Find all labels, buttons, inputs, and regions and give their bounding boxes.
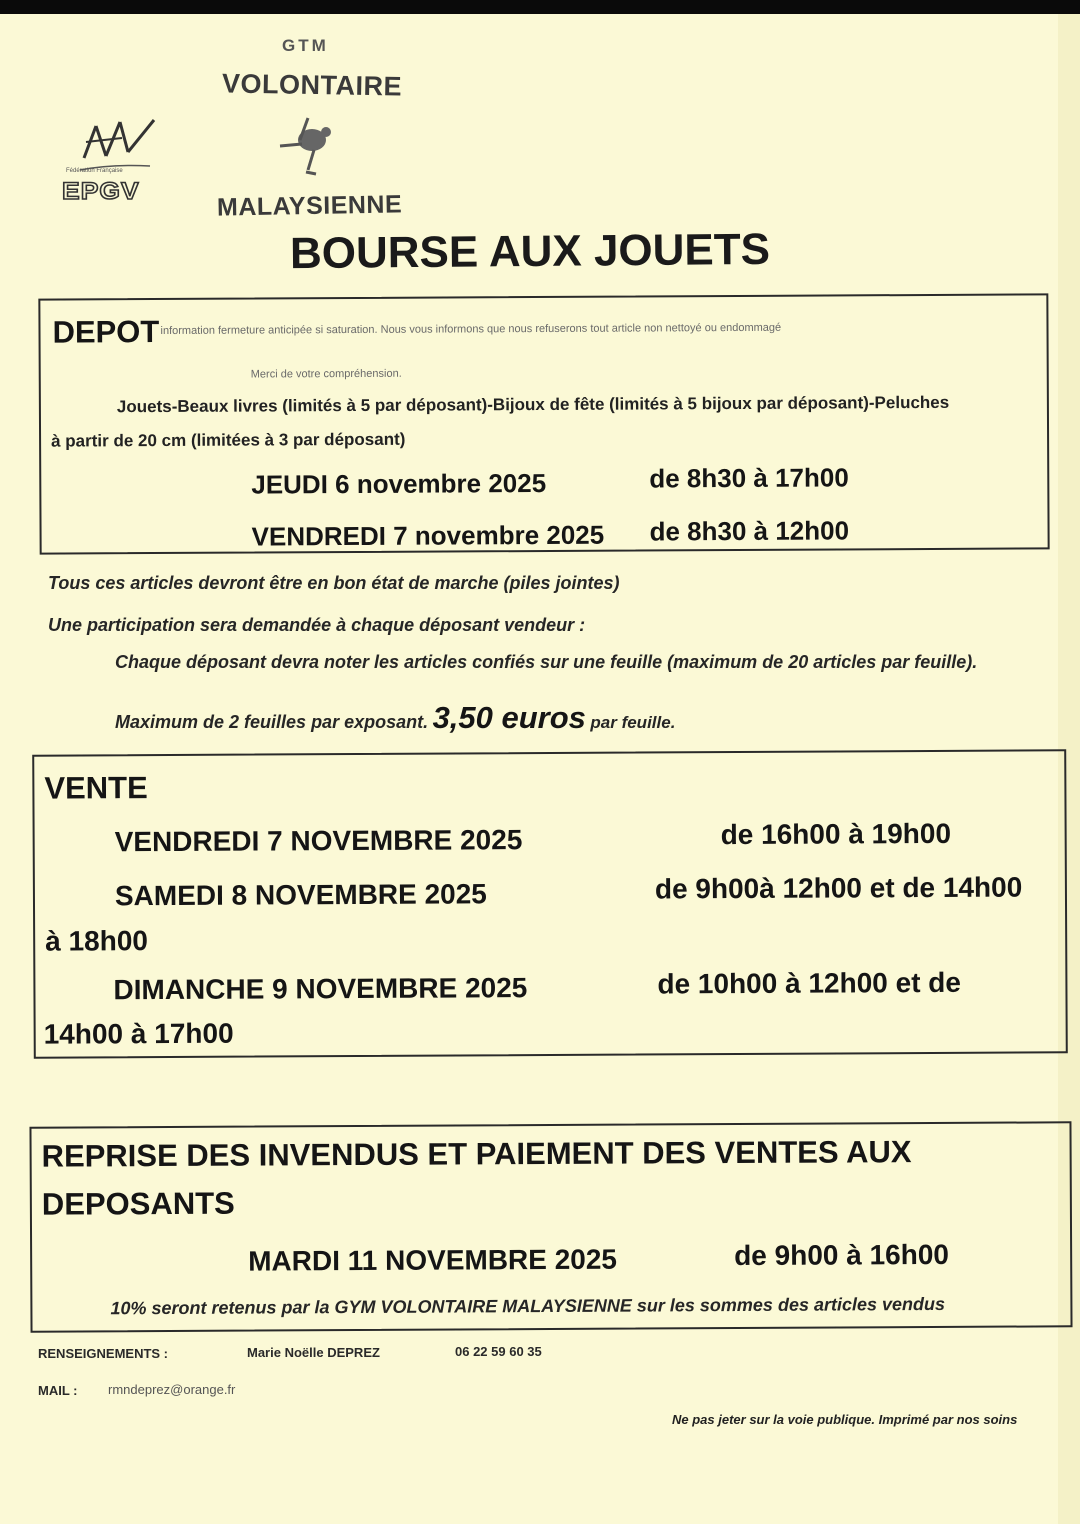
price-value: 3,50 euros <box>432 700 586 735</box>
club-abbrev: GTM <box>282 36 329 55</box>
vente-cont-3: 14h00 à 17h00 <box>43 1017 234 1050</box>
vente-hours-1: de 16h00 à 19h00 <box>720 817 952 851</box>
vente-heading: VENTE <box>44 770 148 806</box>
gymnast-logo-icon <box>262 104 342 184</box>
reprise-note: 10% seront retenus par la GYM VOLONTAIRE MALAYSIENNE sur les sommes des articles vendus <box>110 1293 946 1319</box>
condition-note: Tous ces articles devront être en bon état de marche (piles jointes) <box>48 573 620 593</box>
depot-section <box>38 293 1049 554</box>
reprise-section <box>29 1121 1072 1332</box>
ffepgv-logo <box>62 112 166 208</box>
participation-note: Une participation sera demandée à chaque déposant vendeur : <box>48 615 586 635</box>
reprise-heading-line2: DEPOSANTS <box>41 1185 235 1222</box>
ffepgv-caption: Fédération Française <box>66 168 123 174</box>
depot-items-line1: Jouets-Beaux livres (limités à 5 par déposant)-Bijoux de fête (limités à 5 bijoux par déposant)-Peluches <box>116 392 950 417</box>
contact-phone: 06 22 59 60 35 <box>455 1344 542 1359</box>
max-sheets-text: Maximum de 2 feuilles par exposant. <box>115 712 429 732</box>
depot-items-line2: à partir de 20 cm (limitées à 3 par déposant) <box>51 429 406 451</box>
vente-section <box>32 749 1068 1058</box>
vente-day-3: DIMANCHE 9 NOVEMBRE 2025 <box>113 972 528 1006</box>
contact-email: rmndeprez@orange.fr <box>108 1382 236 1397</box>
depot-date-2-hours: de 8h30 à 12h00 <box>649 515 850 547</box>
depot-heading: DEPOT <box>52 314 160 350</box>
reprise-hours: de 9h00 à 16h00 <box>734 1238 950 1272</box>
depot-date-1-hours: de 8h30 à 17h00 <box>649 462 849 494</box>
top-edge-bar <box>0 0 1080 14</box>
club-name-top: VOLONTAIRE <box>221 68 403 102</box>
depot-date-2-day: VENDREDI 7 novembre 2025 <box>251 519 605 552</box>
reprise-heading-line1: REPRISE DES INVENDUS ET PAIEMENT DES VENTES AUX <box>41 1134 912 1174</box>
depot-date-1-day: JEUDI 6 novembre 2025 <box>251 467 547 500</box>
vente-day-1: VENDREDI 7 NOVEMBRE 2025 <box>114 824 523 858</box>
depot-thanks: Merci de votre compréhension. <box>250 367 402 381</box>
contact-name: Marie Noëlle DEPREZ <box>247 1345 380 1360</box>
club-name-bottom: MALAYSIENNE <box>216 190 403 222</box>
depot-notice: information fermeture anticipée si saturation. Nous vous informons que nous refuserons tout article non nettoyé ou endommagé <box>160 321 782 338</box>
vente-hours-3: de 10h00 à 12h00 et de <box>657 966 962 1000</box>
ffepgv-wordmark: EPGV <box>62 178 140 205</box>
vente-day-2: SAMEDI 8 NOVEMBRE 2025 <box>114 878 487 912</box>
vente-cont-2: à 18h00 <box>45 925 149 957</box>
page-title: BOURSE AUX JOUETS <box>289 224 771 279</box>
mail-label: MAIL : <box>38 1383 78 1398</box>
vente-hours-2: de 9h00à 12h00 et de 14h00 <box>654 871 1023 905</box>
price-line <box>115 700 675 736</box>
sheet-rule-note: Chaque déposant devra noter les articles confiés sur une feuille (maximum de 20 articles par feuille). <box>115 652 978 672</box>
info-label: RENSEIGNEMENTS : <box>38 1346 169 1361</box>
per-sheet-text: par feuille. <box>590 713 676 732</box>
reprise-day: MARDI 11 NOVEMBRE 2025 <box>248 1243 618 1277</box>
disclaimer: Ne pas jeter sur la voie publique. Imprimé par nos soins <box>672 1412 1018 1427</box>
